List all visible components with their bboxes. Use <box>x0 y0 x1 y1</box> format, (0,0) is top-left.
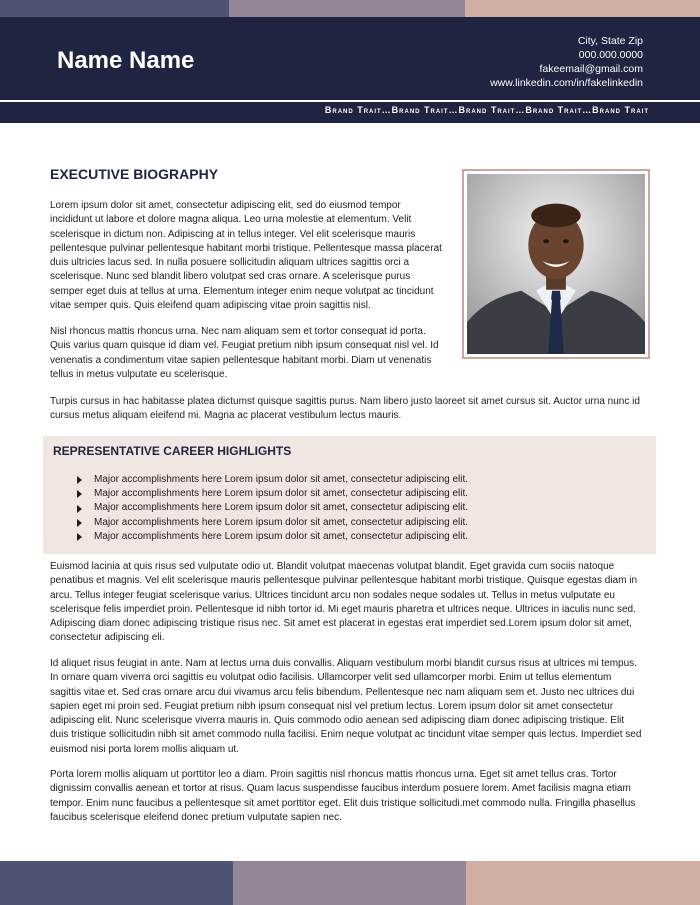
top-stripe-slate <box>0 0 229 17</box>
top-stripe-mauve <box>229 0 465 17</box>
highlights-heading: REPRESENTATIVE CAREER HIGHLIGHTS <box>53 444 292 458</box>
contact-linkedin: www.linkedin.com/in/fakelinkedin <box>490 77 643 89</box>
bio-heading: EXECUTIVE BIOGRAPHY <box>50 166 219 182</box>
highlights-list <box>77 473 468 544</box>
headshot-frame <box>462 169 650 359</box>
contact-location: City, State Zip <box>577 35 643 47</box>
body-paragraph: Euismod lacinia at quis risus sed vulputate odio ut. Blandit volutpat maecenas volutpat blandit. Eget gravida cum sociis natoque penatibus et magnis. Vel elit scelerisque mauris pellentesque pulvinar pellentesque habitant morbi tristique. Quisque egestas diam in arcu. Tellus integer feugiat scelerisque varius. Ultrices tincidunt arcu non sodales neque sodales ut. Tellus in metus vulputate eu scelerisque felis imperdiet proin. Pellentesque id nibh tortor id. Mi eget mauris pharetra et ultrices neque. Ultrices in iaculis nunc sed. Adipiscing diam donec adipiscing tristique risus nec. Sit amet est placerat in egestas erat imperdiet sed.Lorem ipsum dolor sit amet, consectetur adipiscing eli. <box>50 561 638 644</box>
bottom-stripe-blush <box>466 861 700 905</box>
bio-paragraph: Lorem ipsum dolor sit amet, consectetur adipiscing elit, sed do eiusmod tempor incididunt ut labore et dolore magna aliqua. Leo urna molestie at elementum. Velit scelerisque in dictum non. Adipiscing at in tellus integer. Vel elit scelerisque mauris pellentesque pulvinar pellentesque habitant morbi tristique. Pellentesque massa placerat duis ultricies lacus sed. In nulla posuere sollicitudin aliquam ultrices sagittis orci a scelerisque. Nunc sed blandit libero volutpat sed cras ornare. A scelerisque purus semper eget duis at tellus at urna. Elementum integer enim neque volutpat ac tincidunt vitae semper quis. Quis eleifend quam adipiscing vitae proin sagittis nisl. <box>50 200 442 312</box>
brand-traits: Brand Trait…Brand Trait…Brand Trait…Brand Trait…Brand Trait <box>324 105 649 115</box>
bullet-arrow-icon <box>77 490 82 498</box>
header-divider <box>0 100 700 102</box>
career-highlights-box <box>43 436 656 554</box>
highlight-text: Major accomplishments here Lorem ipsum dolor sit amet, consectetur adipiscing elit. <box>94 530 469 542</box>
contact-phone: 000.000.0000 <box>578 49 643 61</box>
bottom-stripe-mauve <box>233 861 466 905</box>
highlight-text: Major accomplishments here Lorem ipsum dolor sit amet, consectetur adipiscing elit. <box>94 516 469 528</box>
body-paragraph: Id aliquet risus feugiat in ante. Nam at lectus urna duis convallis. Aliquam vestibulum morbi blandit cursus risus at ultrices mi tempus. In ornare quam viverra orci sagittis eu volutpat odio facilisis. Ullamcorper velit sed ullamcorper morbi. Enim ut tellus elementum sagittis vitae et. Sed cras ornare arcu dui vivamus arcu felis bibendum. Pellentesque nec nam aliquam sem et. Justo nec ultrices dui sapien eget mi proin sed. Feugiat pretium nibh ipsum consequat nisl vel pretium lectus. Lorem ipsum dolor sit amet consectetur adipiscing elit. Nunc scelerisque viverra mauris in. Quis commodo odio aenean sed adipiscing diam donec adipiscing tristique. Elit duis tristique sollicitudin nibh sit amet commodo nulla facilisi. Enim neque volutpat ac tincidunt vitae semper quis lectus. Imperdiet sed euismod nisi porta lorem mollis aliquam ut. <box>50 658 642 755</box>
list-item <box>77 516 468 530</box>
bullet-arrow-icon <box>77 476 82 484</box>
candidate-name: Name Name <box>57 47 195 74</box>
highlight-text: Major accomplishments here Lorem ipsum dolor sit amet, consectetur adipiscing elit. <box>94 488 469 500</box>
bullet-arrow-icon <box>77 519 82 527</box>
list-item <box>77 473 468 487</box>
bottom-stripe-slate <box>0 861 233 905</box>
top-stripe-blush <box>465 0 700 17</box>
bio-paragraph: Turpis cursus in hac habitasse platea dictumst quisque sagittis purus. Nam libero justo laoreet sit amet cursus sit. Auctor urna nunc id cursus metus aliquam eleifend mi. Magna ac placerat vestibulum lectus mauris. <box>50 396 640 422</box>
list-item <box>77 487 468 501</box>
contact-email: fakeemail@gmail.com <box>539 63 643 75</box>
bio-paragraph: Nisl rhoncus mattis rhoncus urna. Nec nam aliquam sem et tortor consequat id porta. Quis varius quam quisque id diam vel. Feugiat pretium nibh ipsum consequat nisl vel. Id venenatis a condimentum vitae sapien pellentesque habitant morbi. Diam ut venenatis tellus in metus vulputate eu scelerisque. <box>50 326 439 380</box>
body-paragraph: Porta lorem mollis aliquam ut porttitor leo a diam. Proin sagittis nisl rhoncus mattis rhoncus urna. Eget sit amet tellus cras. Tortor dignissim convallis aenean et tortor at risus. Quam lacus suspendisse faucibus interdum posuere lorem. Amet facilisis magna etiam tempor. Enim nunc faucibus a pellentesque sit amet porttitor eget. Elit duis tristique sollicitudi.met commodo nulla. Fringilla phasellus faucibus scelerisque eleifend donec pretium vulputate sapien nec. <box>50 769 636 823</box>
list-item <box>77 530 468 544</box>
bullet-arrow-icon <box>77 533 82 541</box>
highlight-text: Major accomplishments here Lorem ipsum dolor sit amet, consectetur adipiscing elit. <box>94 502 469 514</box>
headshot-photo <box>467 174 645 354</box>
contact-block <box>490 34 643 90</box>
highlight-text: Major accomplishments here Lorem ipsum dolor sit amet, consectetur adipiscing elit. <box>94 474 469 485</box>
resume-header <box>0 17 700 123</box>
bullet-arrow-icon <box>77 505 82 513</box>
list-item <box>77 501 468 515</box>
